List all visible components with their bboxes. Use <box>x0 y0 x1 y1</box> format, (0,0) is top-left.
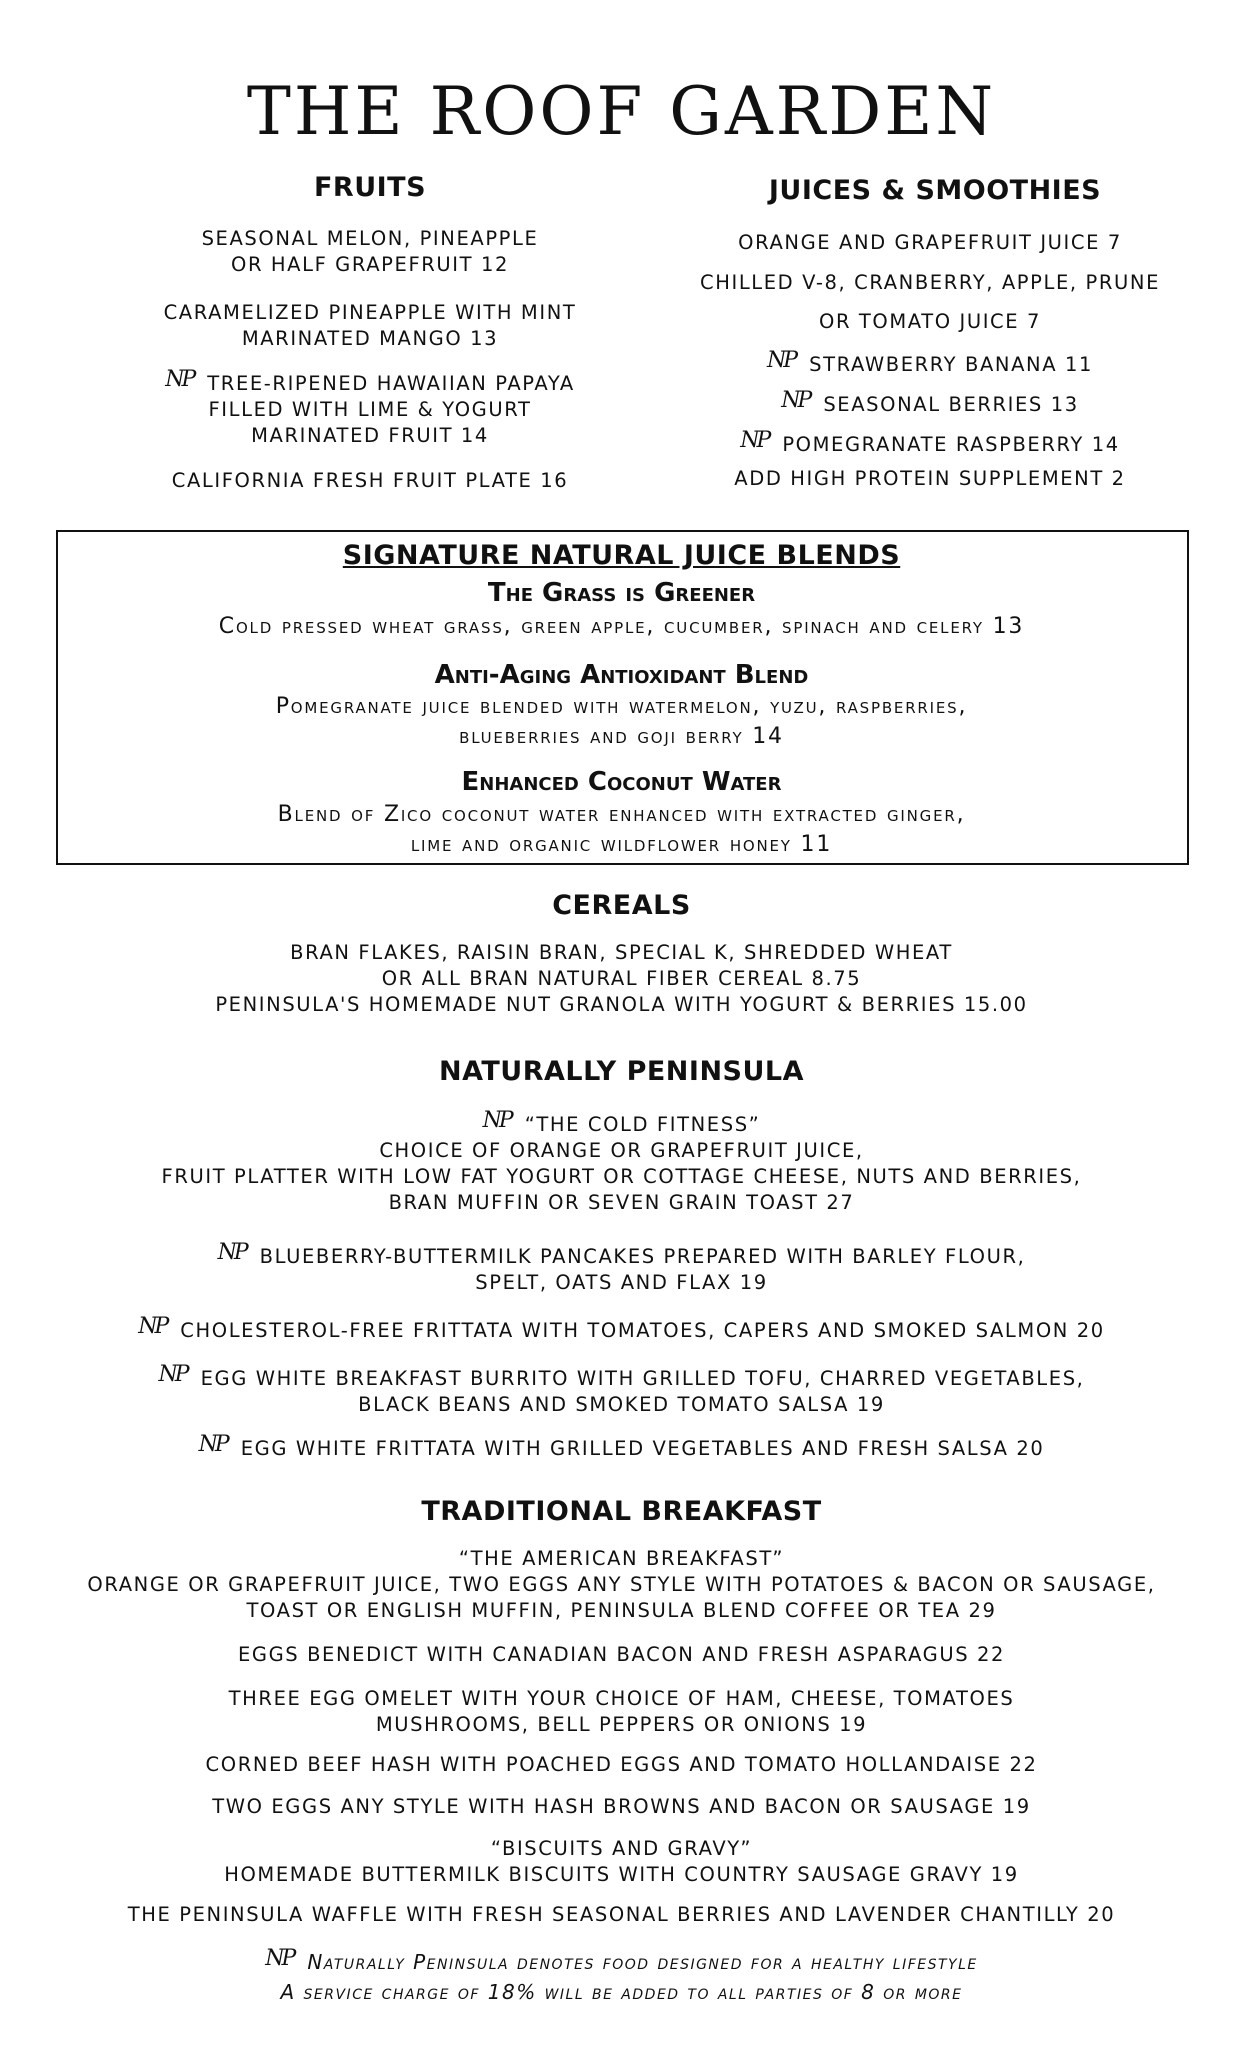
menu-item: CARAMELIZED PINEAPPLE WITH MINT MARINATED MANGO 13 <box>163 301 577 350</box>
blend-description: Blend of Zico coconut water enhanced with extracted ginger, lime and organic wildflower honey 11 <box>277 802 966 857</box>
blend-description: Cold pressed wheat grass, green apple, cucumber, spinach and celery 13 <box>218 614 1025 639</box>
fruits-heading: FRUITS <box>313 172 427 203</box>
naturally-peninsula-icon: NP <box>781 388 810 413</box>
naturally-peninsula-icon: NP <box>265 1946 294 1971</box>
cereals-heading: CEREALS <box>552 890 691 921</box>
cereals-list: BRAN FLAKES, RAISIN BRAN, SPECIAL K, SHREDDED WHEAT OR ALL BRAN NATURAL FIBER CEREAL 8.75 PENINSULA'S HOMEMADE NUT GRANOLA WITH YOGURT & BERRIES 15.00 <box>215 941 1028 1016</box>
page-title: THE ROOF GARDEN <box>246 73 997 150</box>
menu-item: NP TREE-RIPENED HAWAIIAN PAPAYA FILLED WITH LIME & YOGURT MARINATED FRUIT 14 <box>165 367 575 447</box>
menu-item: CALIFORNIA FRESH FRUIT PLATE 16 <box>171 469 569 492</box>
menu-item: CHILLED V-8, CRANBERRY, APPLE, PRUNE <box>699 271 1161 294</box>
menu-item: SEASONAL MELON, PINEAPPLE OR HALF GRAPEFRUIT 12 <box>201 227 539 276</box>
menu-item: ORANGE AND GRAPEFRUIT JUICE 7 <box>738 231 1122 254</box>
blend-name: The Grass is Greener <box>487 578 756 608</box>
naturally-peninsula-icon: NP <box>217 1240 246 1265</box>
naturally-peninsula-icon: NP <box>198 1432 227 1457</box>
menu-item: THE PENINSULA WAFFLE WITH FRESH SEASONAL BERRIES AND LAVENDER CHANTILLY 20 <box>127 1903 1116 1926</box>
naturally-peninsula-icon: NP <box>138 1314 167 1339</box>
menu-item: EGGS BENEDICT WITH CANADIAN BACON AND FRESH ASPARAGUS 22 <box>237 1643 1006 1666</box>
naturally-peninsula-heading: NATURALLY PENINSULA <box>438 1056 805 1087</box>
menu-item: “THE AMERICAN BREAKFAST” ORANGE OR GRAPEFRUIT JUICE, TWO EGGS ANY STYLE WITH POTATOES & BACON OR SAUSAGE, TOAST OR ENGLISH MUFFIN, PENINSULA BLEND COFFEE OR TEA 29 <box>87 1547 1156 1622</box>
blend-name: Enhanced Coconut Water <box>461 767 782 797</box>
naturally-peninsula-icon: NP <box>767 348 796 373</box>
naturally-peninsula-icon: NP <box>740 428 769 453</box>
menu-item: THREE EGG OMELET WITH YOUR CHOICE OF HAM, CHEESE, TOMATOES MUSHROOMS, BELL PEPPERS OR ONIONS 19 <box>228 1687 1015 1736</box>
menu-item: NP EGG WHITE FRITTATA WITH GRILLED VEGETABLES AND FRESH SALSA 20 <box>198 1432 1045 1460</box>
menu-item: NP CHOLESTEROL-FREE FRITTATA WITH TOMATOES, CAPERS AND SMOKED SALMON 20 <box>138 1314 1105 1342</box>
menu-item: OR TOMATO JUICE 7 <box>819 310 1041 333</box>
juices-heading: JUICES & SMOOTHIES <box>768 175 1102 206</box>
naturally-peninsula-icon: NP <box>482 1108 511 1133</box>
menu-item: NP EGG WHITE BREAKFAST BURRITO WITH GRILLED TOFU, CHARRED VEGETABLES, BLACK BEANS AND SMOKED TOMATO SALSA 19 <box>158 1362 1085 1416</box>
naturally-peninsula-icon: NP <box>158 1362 187 1387</box>
blend-description: Pomegranate juice blended with watermelon, yuzu, raspberries, blueberries and goji berry 14 <box>275 694 968 749</box>
naturally-peninsula-icon: NP <box>165 367 194 392</box>
signature-heading: SIGNATURE NATURAL JUICE BLENDS <box>342 540 901 571</box>
footer-note: NP Naturally Peninsula denotes food designed for a healthy lifestyle <box>265 1946 978 1974</box>
menu-item: NP POMEGRANATE RASPBERRY 14 <box>740 428 1120 456</box>
menu-item: NP “THE COLD FITNESS” CHOICE OF ORANGE OR GRAPEFRUIT JUICE, FRUIT PLATTER WITH LOW FAT YOGURT OR COTTAGE CHEESE, NUTS AND BERRIES, BRAN MUFFIN OR SEVEN GRAIN TOAST 27 <box>161 1108 1082 1214</box>
menu-item: TWO EGGS ANY STYLE WITH HASH BROWNS AND BACON OR SAUSAGE 19 <box>212 1795 1031 1818</box>
menu-item: NP BLUEBERRY-BUTTERMILK PANCAKES PREPARED WITH BARLEY FLOUR, SPELT, OATS AND FLAX 19 <box>217 1240 1026 1294</box>
menu-item: NP SEASONAL BERRIES 13 <box>781 388 1079 416</box>
blend-name: Anti-Aging Antioxidant Blend <box>434 660 809 690</box>
service-charge-note: A service charge of 18% will be added to all parties of 8 or more <box>280 1980 963 2004</box>
menu-item: CORNED BEEF HASH WITH POACHED EGGS AND TOMATO HOLLANDAISE 22 <box>205 1753 1038 1776</box>
traditional-heading: TRADITIONAL BREAKFAST <box>421 1496 822 1527</box>
menu-item: “BISCUITS AND GRAVY” HOMEMADE BUTTERMILK BISCUITS WITH COUNTRY SAUSAGE GRAVY 19 <box>224 1837 1019 1886</box>
menu-item: NP STRAWBERRY BANANA 11 <box>767 348 1093 376</box>
menu-item: ADD HIGH PROTEIN SUPPLEMENT 2 <box>734 467 1126 490</box>
